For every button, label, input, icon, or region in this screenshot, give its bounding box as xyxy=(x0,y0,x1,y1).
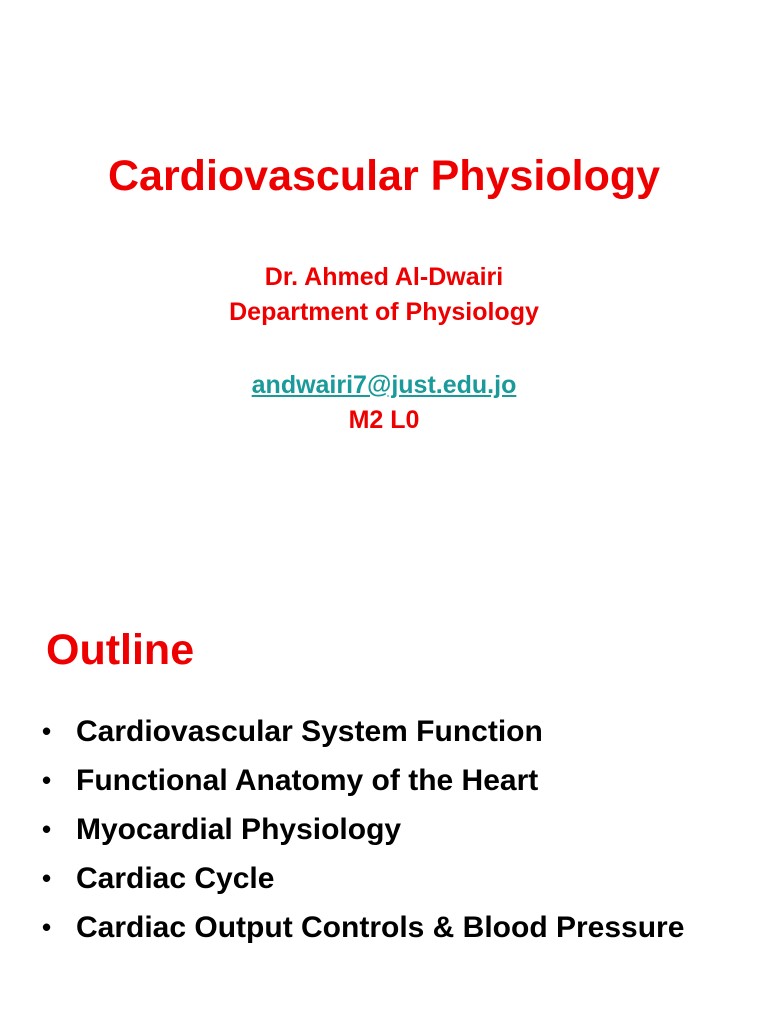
department-name: Department of Physiology xyxy=(229,298,539,326)
bullet-icon: • xyxy=(42,912,52,942)
list-item xyxy=(42,862,742,895)
list-item xyxy=(42,911,742,944)
email-link[interactable]: andwairi7@just.edu.jo xyxy=(251,371,517,399)
bullet-icon: • xyxy=(42,863,52,893)
outline-slide xyxy=(0,590,768,1024)
bullet-icon: • xyxy=(42,814,52,844)
list-item-text: Cardiovascular System Function xyxy=(76,715,543,748)
list-item-text: Myocardial Physiology xyxy=(76,813,402,846)
list-item xyxy=(42,715,742,748)
bullet-icon: • xyxy=(42,716,52,746)
list-item-text: Cardiac Output Controls & Blood Pressure xyxy=(76,911,685,944)
outline-list xyxy=(42,715,742,960)
list-item xyxy=(42,764,742,797)
list-item-text: Cardiac Cycle xyxy=(76,862,275,895)
list-item xyxy=(42,813,742,846)
list-item-text: Functional Anatomy of the Heart xyxy=(76,764,539,797)
bullet-icon: • xyxy=(42,765,52,795)
outline-heading: Outline xyxy=(46,626,195,674)
author-name: Dr. Ahmed Al-Dwairi xyxy=(264,263,504,291)
lecture-code: M2 L0 xyxy=(348,406,420,434)
slide-title: Cardiovascular Physiology xyxy=(107,152,661,200)
